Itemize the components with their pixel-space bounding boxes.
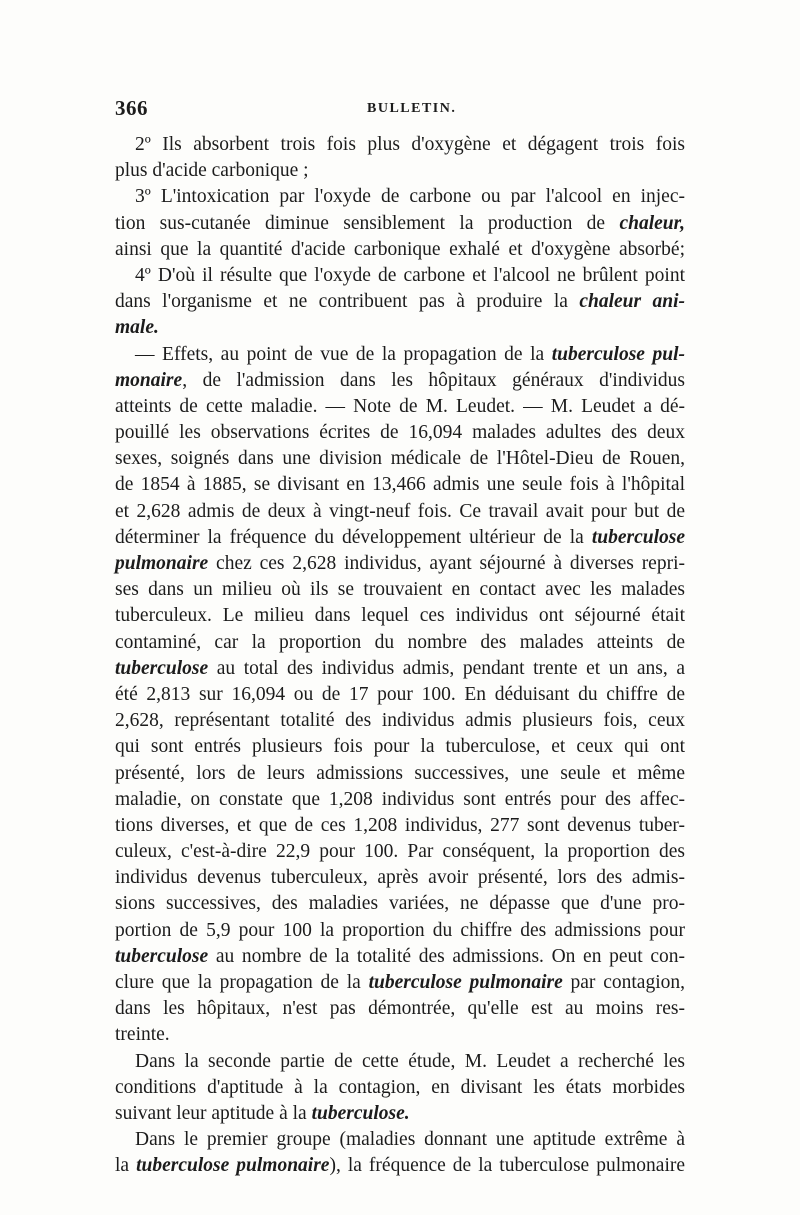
text-line: Dans la seconde partie de cette étude, M. Leudet a recherché les xyxy=(135,1050,685,1072)
text-line: 2º Ils absorbent trois fois plus d'oxygène et dégagent trois fois xyxy=(135,134,685,155)
text-line: individus devenus tuberculeux, après avoir présenté, lors des admis- xyxy=(115,867,685,889)
text-line: dans les hôpitaux, n'est pas démontrée, qu'elle est au moins res- xyxy=(115,998,685,1020)
text-line: 4º D'où il résulte que l'oxyde de carbone et l'alcool ne brûlent point xyxy=(135,264,685,286)
body-text xyxy=(115,132,685,1180)
text-line: déterminer la fréquence du développement ultérieur de la tuberculose xyxy=(115,526,685,548)
text-line: été 2,813 sur 16,094 ou de 17 pour 100. En déduisant du chiffre de xyxy=(115,683,685,705)
text-line: sions successives, des maladies variées, ne dépasse que d'une pro- xyxy=(115,893,685,915)
text-line: tions diverses, et que de ces 1,208 individus, 277 sont devenus tuber- xyxy=(115,814,685,836)
text-line: de 1854 à 1885, se divisant en 13,466 admis une seule fois à l'hôpital xyxy=(115,474,685,496)
text-line: ainsi que la quantité d'acide carbonique exhalé et d'oxygène absorbé; xyxy=(115,238,685,260)
text-line: — Effets, au point de vue de la propagation de la tuberculose pul- xyxy=(135,343,685,365)
text-line: dans l'organisme et ne contribuent pas à produire la chaleur ani- xyxy=(115,291,686,313)
text-line: contaminé, car la proportion du nombre des malades atteints de xyxy=(115,631,685,653)
text-line: suivant leur aptitude à la tuberculose. xyxy=(115,1102,410,1124)
text-line: treinte. xyxy=(115,1024,170,1046)
text-line: ses dans un milieu où ils se trouvaient en contact avec les malades xyxy=(115,579,685,601)
page-number: 366 xyxy=(115,96,148,120)
text-line: pouillé les observations écrites de 16,094 malades adultes des deux xyxy=(115,422,685,444)
text-line: tuberculose au total des individus admis, pendant trente et un ans, a xyxy=(115,657,685,679)
text-line: 2,628, représentant totalité des individus admis plusieurs fois, ceux xyxy=(115,710,685,732)
text-line: présenté, lors de leurs admissions successives, une seule et même xyxy=(115,762,685,784)
text-line: tuberculose au nombre de la totalité des admissions. On en peut con- xyxy=(115,945,685,967)
text-line: monaire, de l'admission dans les hôpitaux généraux d'individus xyxy=(115,369,685,391)
text-line: et 2,628 admis de deux à vingt-neuf fois. Ce travail avait pour but de xyxy=(115,500,685,522)
text-line: la tuberculose pulmonaire), la fréquence de la tuberculose pulmonaire xyxy=(115,1155,686,1177)
page-header xyxy=(115,96,685,122)
text-line: tion sus-cutanée diminue sensiblement la production de chaleur, xyxy=(115,212,685,234)
running-head: BULLETIN. xyxy=(367,101,457,116)
text-line: portion de 5,9 pour 100 la proportion du chiffre des admissions pour xyxy=(115,919,685,941)
text-line: plus d'acide carbonique ; xyxy=(115,160,309,182)
text-line: Dans le premier groupe (maladies donnant une aptitude extrême à xyxy=(135,1129,685,1151)
text-line: atteints de cette maladie. — Note de M. Leudet. — M. Leudet a dé- xyxy=(115,395,685,417)
text-line: maladie, on constate que 1,208 individus sont entrés pour des affec- xyxy=(115,788,685,810)
text-line: clure que la propagation de la tuberculose pulmonaire par contagion, xyxy=(115,972,685,993)
text-line: conditions d'aptitude à la contagion, en divisant les états morbides xyxy=(115,1076,685,1098)
text-line: 3º L'intoxication par l'oxyde de carbone ou par l'alcool en injec- xyxy=(135,186,685,208)
text-line: qui sont entrés plusieurs fois pour la tuberculose, et ceux qui ont xyxy=(115,736,685,758)
text-line: pulmonaire chez ces 2,628 individus, ayant séjourné à diverses repri- xyxy=(115,553,685,574)
text-line: male. xyxy=(115,317,159,339)
text-line: tuberculeux. Le milieu dans lequel ces individus ont séjourné était xyxy=(115,605,685,627)
text-line: sexes, soignés dans une division médicale de l'Hôtel-Dieu de Rouen, xyxy=(115,448,685,470)
text-line: culeux, c'est-à-dire 22,9 pour 100. Par conséquent, la proportion des xyxy=(115,841,685,863)
